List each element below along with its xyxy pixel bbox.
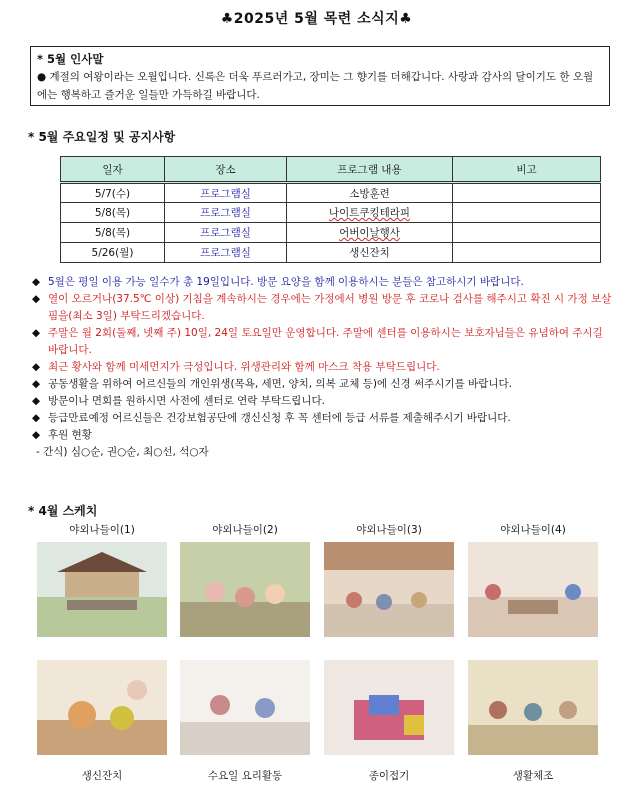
greeting-box <box>30 46 610 106</box>
table-row <box>61 243 601 263</box>
outing-photo-1 <box>37 542 167 637</box>
birthday-photo <box>37 660 167 755</box>
diamond-bullet-icon: ◆ <box>32 429 41 441</box>
notice-item <box>32 325 612 359</box>
row-place: 프로그램실 <box>165 203 287 223</box>
photo-caption: 야외나들이(1) <box>69 524 135 536</box>
row-place: 프로그램실 <box>165 243 287 263</box>
notice-text: 공동생활을 위하여 어르신들의 개인위생(목욕, 세면, 양치, 의복 교체 등)에 신경 써주시기를 바랍니다. <box>48 378 512 390</box>
table-row <box>61 223 601 243</box>
diamond-bullet-icon: ◆ <box>32 412 41 424</box>
greeting-body: 계절의 여왕이라는 오월입니다. 신록은 더욱 푸르러가고, 장미는 그 향기를 더해갑니다. 사랑과 감사의 달이기도 한 오월에는 행복하고 즐거운 일들만 가득하길 바랍니다. <box>37 71 594 101</box>
schedule-heading: * 5월 주요일정 및 공지사항 <box>28 130 176 144</box>
notice-item <box>32 274 612 291</box>
donor-list: - 간식) 심○순, 권○순, 최○선, 석○자 <box>36 446 209 458</box>
notice-text: 5월은 평일 이용 가능 일수가 총 19일입니다. 방문 요양을 함께 이용하시는 분들은 참고하시기 바랍니다. <box>48 276 524 288</box>
table-row <box>61 183 601 203</box>
photo-caption: 종이접기 <box>368 770 410 782</box>
photo-caption: 생활체조 <box>512 770 554 782</box>
row-date: 5/8(목) <box>61 223 165 243</box>
photo-caption: 야외나들이(2) <box>212 524 278 536</box>
cooking-photo <box>180 660 310 755</box>
row-program: 어버이날행사 <box>287 223 453 243</box>
notice-item <box>32 376 612 393</box>
row-note <box>453 203 601 223</box>
row-date: 5/26(월) <box>61 243 165 263</box>
photo-caption: 수요일 요리활동 <box>207 770 283 782</box>
diamond-bullet-icon: ◆ <box>32 293 41 305</box>
diamond-bullet-icon: ◆ <box>32 361 41 373</box>
diamond-bullet-icon: ◆ <box>32 327 41 339</box>
row-place: 프로그램실 <box>165 183 287 203</box>
col-place: 장소 <box>165 157 287 183</box>
greeting-heading: * 5월 인사말 <box>37 52 104 66</box>
notice-item <box>32 410 612 427</box>
row-date: 5/7(수) <box>61 183 165 203</box>
col-date: 일자 <box>61 157 165 183</box>
row-program: 나이트쿠킹테라피 <box>287 203 453 223</box>
row-program: 생신잔치 <box>287 243 453 263</box>
outing-photo-2 <box>180 542 310 637</box>
greeting-text <box>37 68 603 104</box>
row-note <box>453 243 601 263</box>
notice-text: 등급만료예정 어르신들은 건강보험공단에 갱신신청 후 꼭 센터에 등급 서류를 제출해주시기 바랍니다. <box>48 412 511 424</box>
row-note <box>453 183 601 203</box>
notice-item <box>32 427 612 444</box>
photo-caption: 생신잔치 <box>81 770 123 782</box>
sketch-heading: * 4월 스케치 <box>28 504 98 518</box>
row-note <box>453 223 601 243</box>
outing-photo-4 <box>468 542 598 637</box>
table-row <box>61 203 601 223</box>
photo-caption: 야외나들이(4) <box>500 524 566 536</box>
diamond-bullet-icon: ◆ <box>32 395 41 407</box>
row-date: 5/8(목) <box>61 203 165 223</box>
row-place: 프로그램실 <box>165 223 287 243</box>
notice-item <box>32 393 612 410</box>
greeting-bullet: ● <box>37 71 47 83</box>
photo-caption: 야외나들이(3) <box>356 524 422 536</box>
paper-folding-photo <box>324 660 454 755</box>
notice-text: 열이 오르거나(37.5℃ 이상) 기침을 계속하시는 경우에는 가정에서 병원 방문 후 코로나 검사를 해주시고 확진 시 가정 보살핌을(최소 3일) 부탁드리겠습니다. <box>48 293 612 322</box>
notice-item <box>32 359 612 376</box>
page-title: ♣2025년 5월 목련 소식지♣ <box>220 11 413 27</box>
notice-list <box>32 274 612 461</box>
notice-item <box>32 291 612 325</box>
col-program: 프로그램 내용 <box>287 157 453 183</box>
col-note: 비고 <box>453 157 601 183</box>
row-program: 소방훈련 <box>287 183 453 203</box>
diamond-bullet-icon: ◆ <box>32 378 41 390</box>
outing-photo-3 <box>324 542 454 637</box>
schedule-table <box>60 156 601 263</box>
exercise-photo <box>468 660 598 755</box>
notice-text: 주말은 월 2회(둘째, 넷째 주) 10일, 24일 토요일만 운영합니다. 주말에 센터를 이용하시는 보호자님들은 유념하여 주시길 바랍니다. <box>48 327 603 356</box>
notice-text: 최근 황사와 함께 미세먼지가 극성입니다. 위생관리와 함께 마스크 착용 부탁드립니다. <box>48 361 440 373</box>
notice-text: 방문이나 면회를 원하시면 사전에 센터로 연락 부탁드립니다. <box>48 395 325 407</box>
diamond-bullet-icon: ◆ <box>32 276 41 288</box>
notice-text: 후원 현황 <box>48 429 92 441</box>
